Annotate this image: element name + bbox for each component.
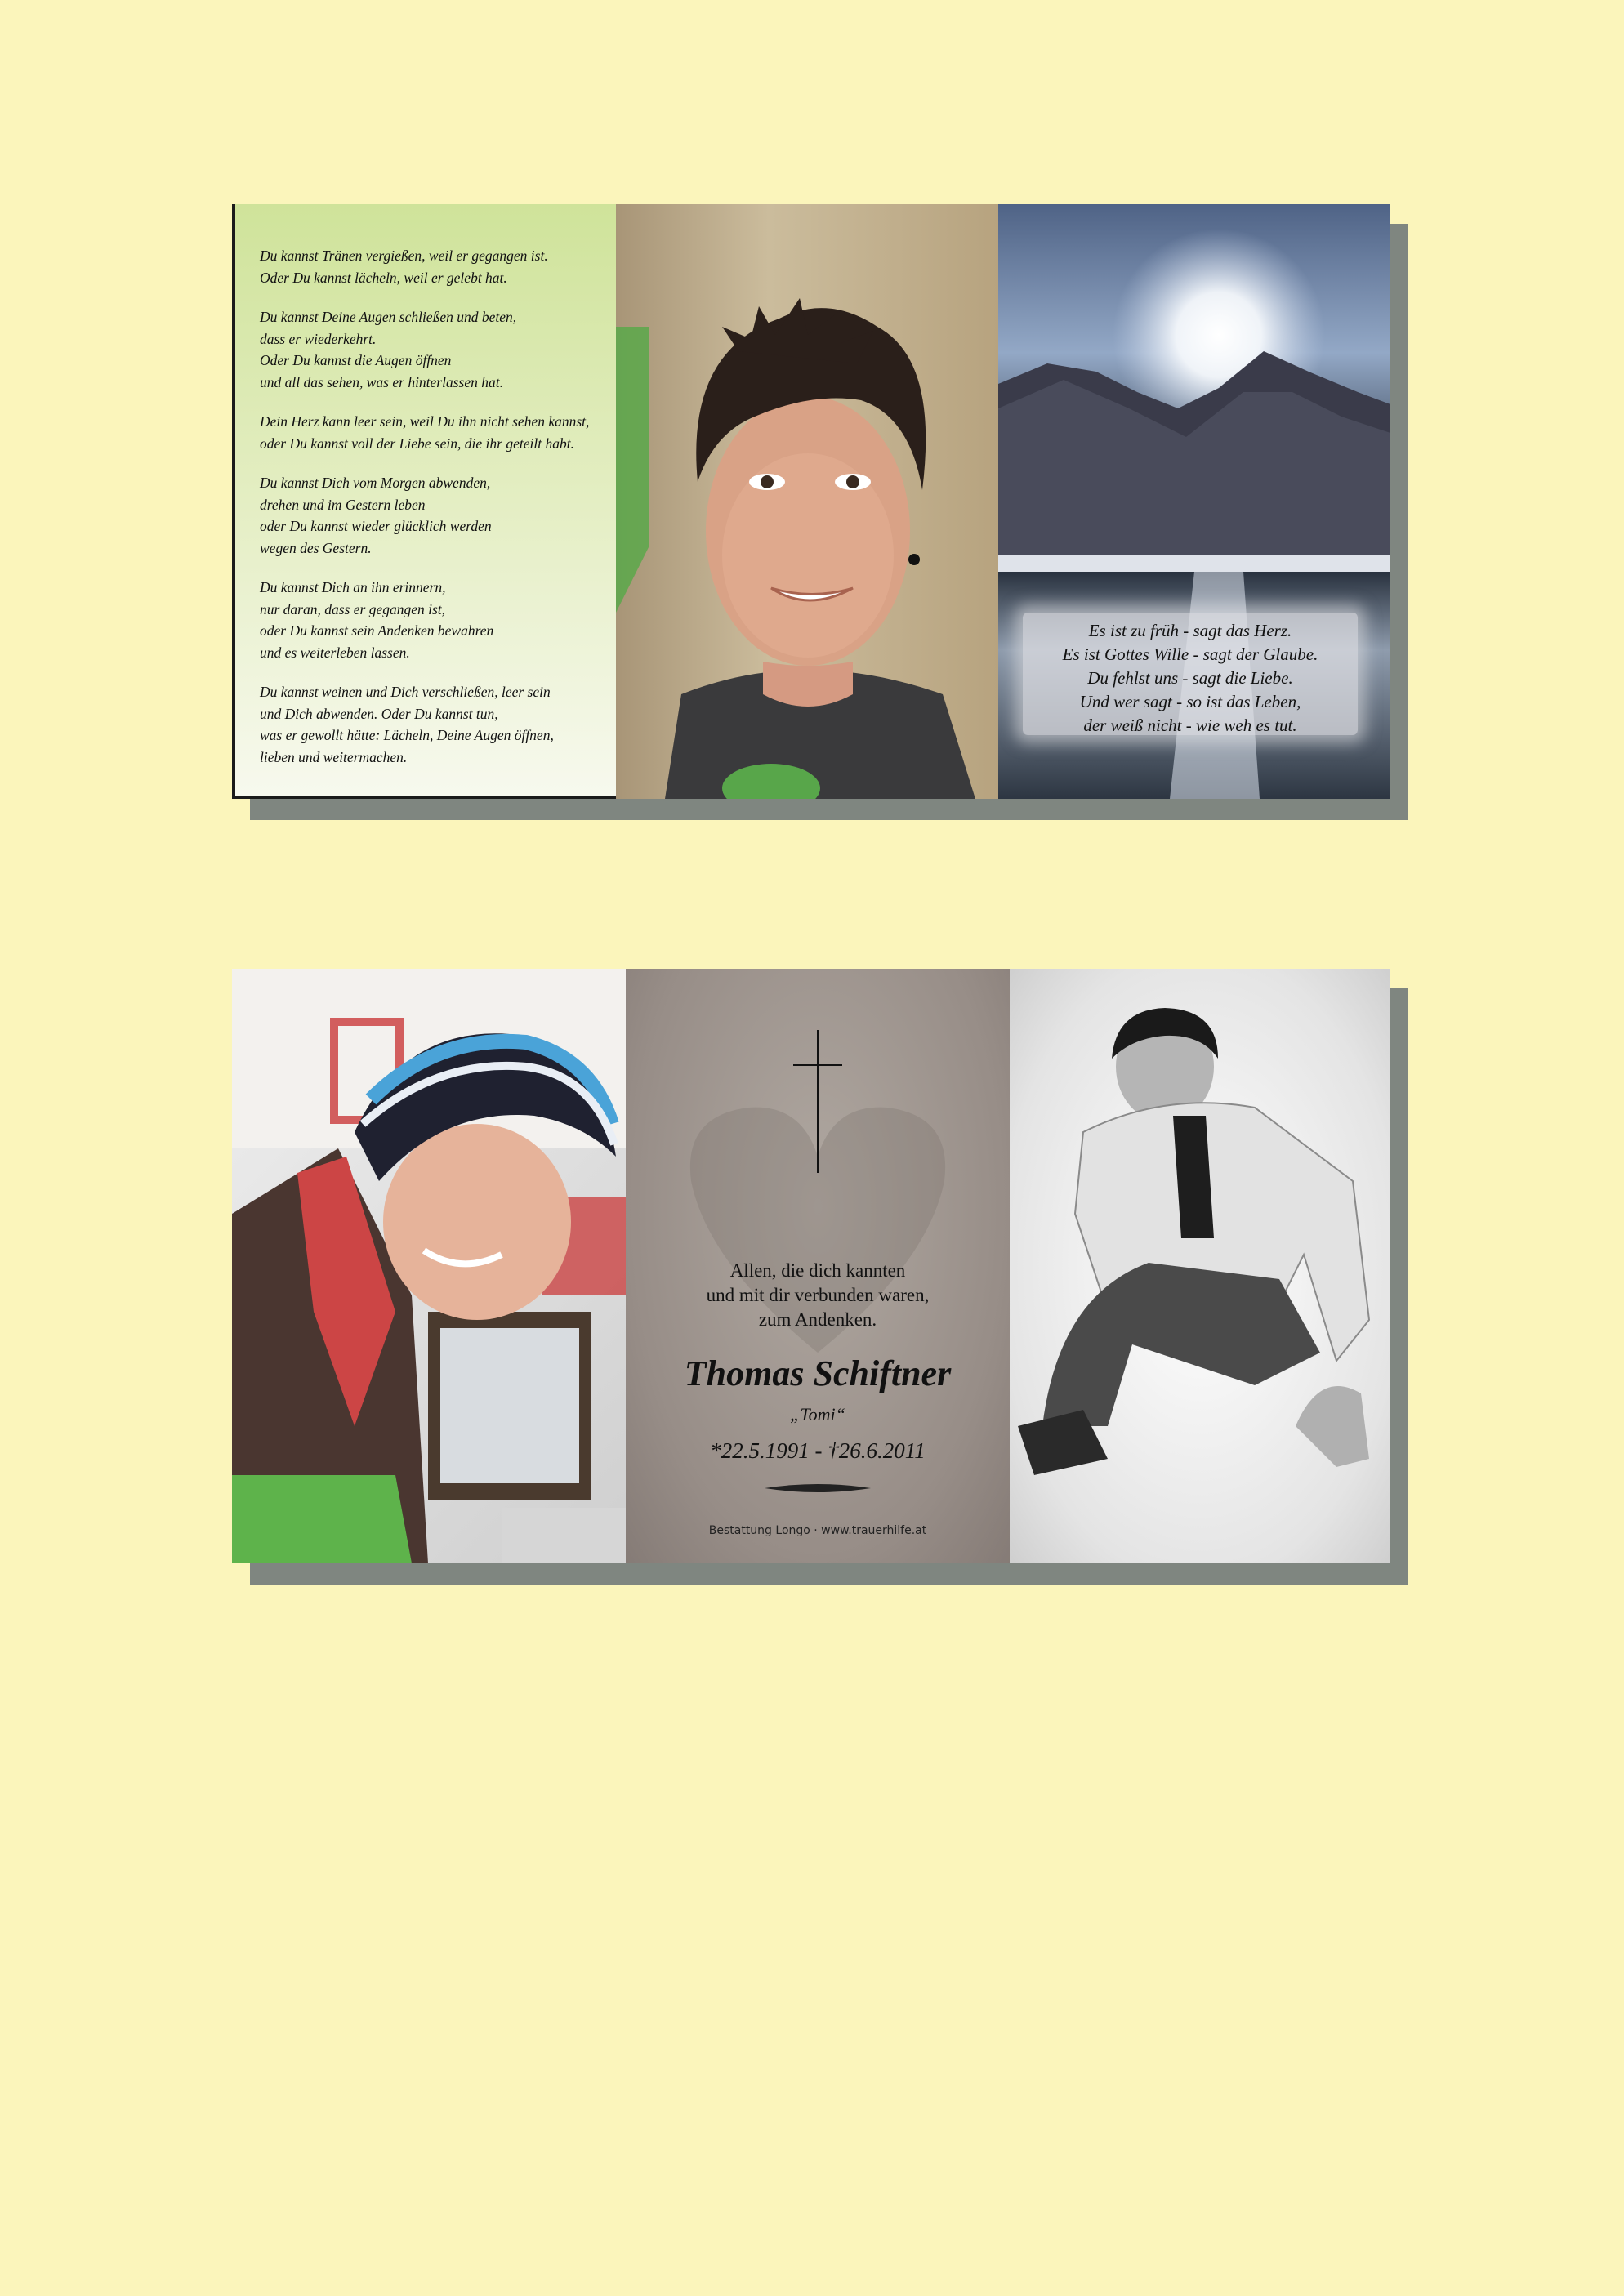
poem xyxy=(235,204,616,768)
funeral-home-credit: Bestattung Longo · www.trauerhilfe.at xyxy=(708,1524,927,1537)
winter-portrait-illustration xyxy=(232,969,626,1563)
poem-stanza-1: Du kannst Tränen vergießen, weil er gegangen ist. Oder Du kannst lächeln, weil er gelebt hat. xyxy=(260,247,548,286)
poem-stanza-3: Dein Herz kann leer sein, weil Du ihn nicht sehen kannst, oder Du kannst voll der Liebe sein, die ihr geteilt habt. xyxy=(260,413,590,452)
winter-portrait-photo xyxy=(232,969,626,1563)
poem-stanza-6: Du kannst weinen und Dich verschließen, leer sein und Dich abwenden. Oder Du kannst tun, was er gewollt hätte: Lächeln, Deine Augen öffnen, lieben und weitermachen. xyxy=(260,684,554,765)
life-dates: *22.5.1991 - †26.6.2011 xyxy=(710,1438,926,1463)
portrait-photo-illustration xyxy=(616,204,998,799)
quote-box xyxy=(1023,613,1358,735)
sitting-portrait-photo xyxy=(1010,969,1390,1563)
poem-stanza-4: Du kannst Dich vom Morgen abwenden, drehen und im Gestern leben oder Du kannst wieder glücklich werden wegen des Gestern. xyxy=(260,475,492,556)
portrait-photo xyxy=(616,204,998,799)
poem-stanza-5: Du kannst Dich an ihn erinnern, nur daran, dass er gegangen ist, oder Du kannst sein Andenken bewahren und es weiterleben lassen. xyxy=(260,579,494,661)
poem-panel xyxy=(232,204,616,799)
nickname: „Tomi“ xyxy=(790,1404,845,1424)
lake-sunset-photo xyxy=(998,204,1390,799)
deceased-name: Thomas Schiftner xyxy=(684,1353,952,1393)
memorial-text-panel xyxy=(626,969,1010,1563)
memorial-card-front xyxy=(232,204,1390,799)
dedication-text: Allen, die dich kannten und mit dir verbunden waren, zum Andenken. xyxy=(706,1260,930,1330)
sitting-portrait-illustration xyxy=(1010,969,1390,1563)
quote-text: Es ist zu früh - sagt das Herz. Es ist Gottes Wille - sagt der Glaube. Du fehlst uns - sagt die Liebe. Und wer sagt - so ist das Leben, der weiß nicht - wie weh es tut. xyxy=(1062,621,1318,735)
poem-stanza-2: Du kannst Deine Augen schließen und beten, dass er wiederkehrt. Oder Du kannst die Augen öffnen und all das sehen, was er hinterlassen hat. xyxy=(260,309,517,390)
memorial-card-back xyxy=(232,969,1390,1563)
